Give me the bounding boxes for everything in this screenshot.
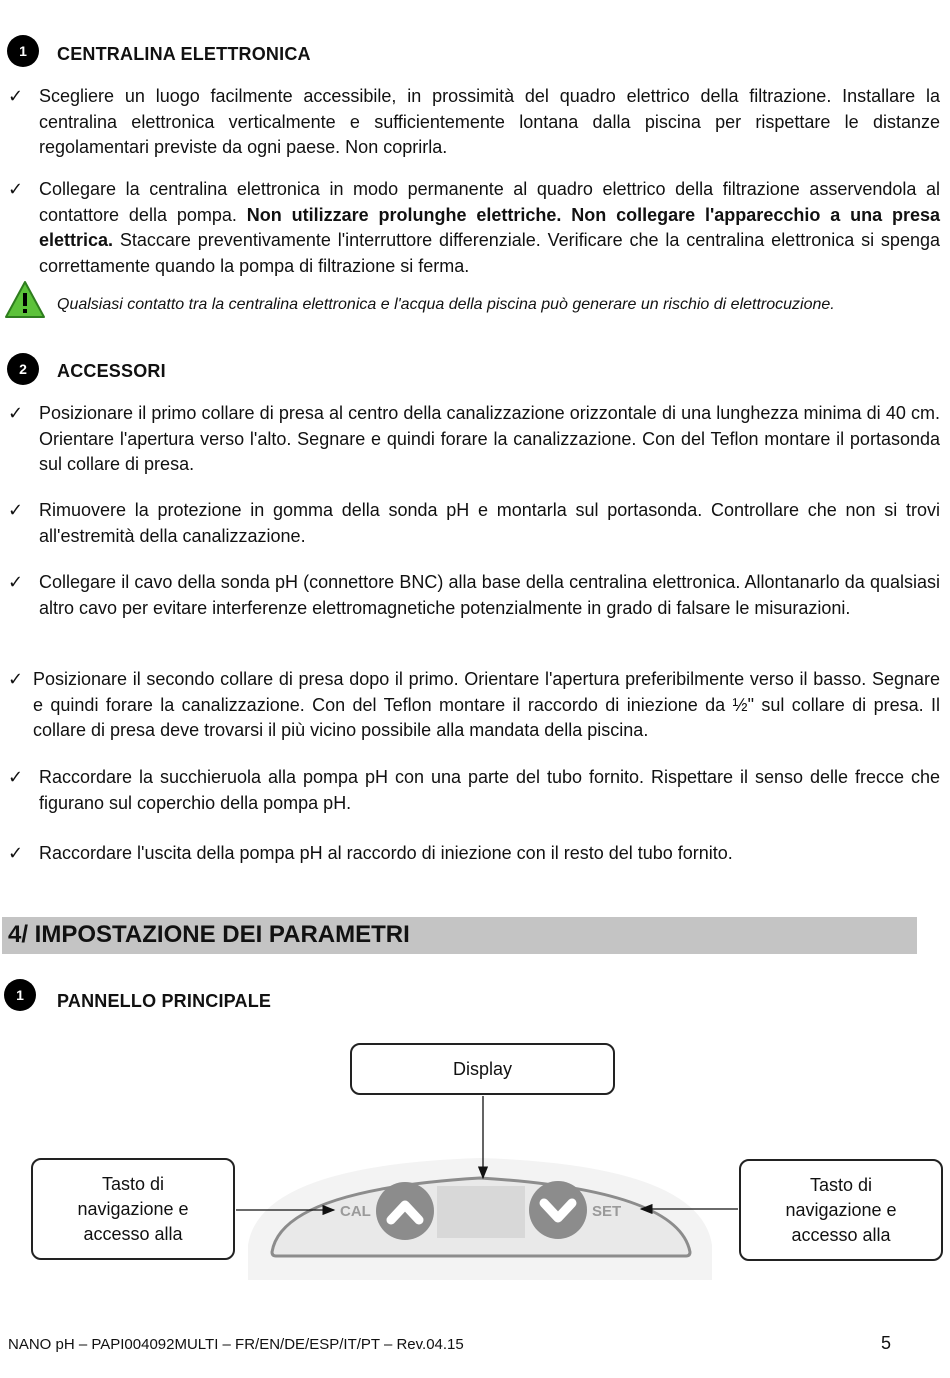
cal-label: CAL [340,1203,371,1220]
bold-warning-text: Non utilizzare prolunghe elettriche. Non collegare l'apparecchio a una presa elettrica. [39,204,940,250]
list-item [8,498,940,549]
up-button [376,1182,434,1240]
footer-doc-ref: NANO pH – PAPI004092MULTI – FR/EN/DE/ESP/IT/PT – Rev.04.15 [8,1336,464,1353]
list-item [8,401,940,478]
text-run: Collegare la centralina elettronica in modo permanente al quadro elettrico della filtrazione asservendola al contattore della pompa. [39,179,940,225]
warning-text: Qualsiasi contatto tra la centralina elettronica e l'acqua della piscina può generare un rischio di elettrocuzione. [57,296,835,313]
warning-row [4,280,940,320]
list-item [8,84,940,161]
checkmark-icon: ✓ [8,403,24,424]
section-number-badge: 1 [4,979,36,1011]
checkmark-icon: ✓ [8,843,24,864]
section-title-accessori: ACCESSORI [57,361,166,381]
section-title-pannello: PANNELLO PRINCIPALE [57,991,272,1011]
list-item-text: Collegare il cavo della sonda pH (connettore BNC) alla base della centralina elettronica. Allontanarlo da qualsiasi altro cavo per evitare interferenze elettromagnetiche potenzialmente in grado di falsare le misurazioni. [39,572,940,618]
right-callout-text: Tasto di navigazione e accesso alla [785,1174,897,1245]
section-number-badge: 1 [7,35,39,67]
checkmark-icon: ✓ [8,669,24,690]
section-title-centralina: CENTRALINA ELETTRONICA [57,44,311,64]
chapter-banner [2,917,917,954]
list-item [8,841,940,867]
list-item-text: Raccordare la succhieruola alla pompa pH con una parte del tubo fornito. Rispettare il senso delle frecce che figurano sul coperchio della pompa pH. [39,767,940,813]
checkmark-icon: ✓ [8,572,24,593]
list-item [8,177,940,279]
display-screen [437,1186,525,1238]
display-callout [350,1043,615,1095]
warning-triangle-icon [4,280,46,320]
display-callout-text: Display [452,1058,513,1079]
section-number-badge: 2 [7,353,39,385]
checkmark-icon: ✓ [8,500,24,521]
set-label: SET [592,1203,622,1220]
list-item-text: Raccordare l'uscita della pompa pH al raccordo di iniezione con il resto del tubo fornito. [39,843,733,863]
list-item [8,570,940,621]
list-item-text [39,177,940,279]
list-item [8,765,940,816]
list-item-text: Rimuovere la protezione in gomma della sonda pH e montarla sul portasonda. Controllare che non si trovi all'estremità della canalizzazione. [39,500,940,546]
list-item-text: Posizionare il primo collare di presa al centro della canalizzazione orizzontale di una lunghezza minima di 40 cm. Orientare l'apertura verso l'alto. Segnare e quindi forare la canalizzazione. Con del Teflon montare il portasonda sul collare di presa. [39,403,940,474]
right-callout [739,1159,943,1261]
left-callout-text: Tasto di navigazione e accesso alla [77,1173,189,1244]
checkmark-icon: ✓ [8,767,24,788]
list-item [8,667,940,744]
list-item-text: Posizionare il secondo collare di presa dopo il primo. Orientare l'apertura preferibilmente verso il basso. Segnare e quindi forare la canalizzazione. Con del Teflon montare il raccordo di iniezione da ½" sul collare di presa. Il collare di presa deve trovarsi il più vicino possibile alla mandata della piscina. [33,669,940,740]
chapter-title: 4/ IMPOSTAZIONE DEI PARAMETRI [8,921,410,948]
text-run: Staccare preventivamente l'interruttore differenziale. Verificare che la centralina elettronica si spenga correttamente quando la pompa di filtrazione si ferma. [39,230,940,276]
left-callout [31,1158,235,1260]
page-number: 5 [881,1333,892,1353]
list-item-text: Scegliere un luogo facilmente accessibile, in prossimità del quadro elettrico della filtrazione. Installare la centralina elettronica verticalmente e sufficientemente lontana dalla piscina per rispettare le distanze regolamentari previste da ogni paese. Non coprirla. [39,86,940,157]
checkmark-icon: ✓ [8,179,24,200]
down-button [529,1181,587,1239]
checkmark-icon: ✓ [8,86,24,107]
